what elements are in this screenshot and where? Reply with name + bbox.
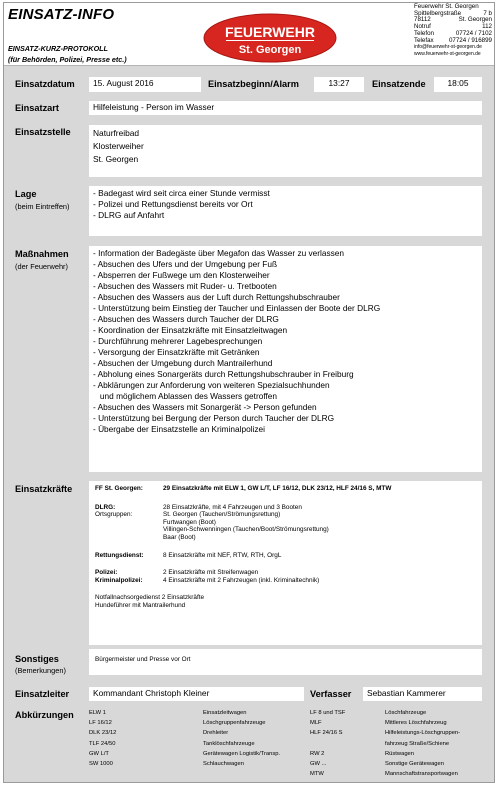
massnahme-line: und möglichem Ablassen des Wassers getroffen [93, 391, 278, 401]
abbr-code: LF 8 und TSF [310, 710, 346, 716]
abbr-code: ELW 1 [89, 710, 106, 716]
lage-line: - DLRG auf Anfahrt [93, 210, 165, 220]
massnahme-line: - Information der Badegäste über Megafon das Wasser zu verlassen [93, 248, 345, 258]
abbr-meaning: Sonstige Gerätewagen [385, 761, 444, 768]
abbr-meaning: Rüstwagen [385, 750, 415, 757]
kraefte-rd: 8 Einsatzkräfte mit NEF, RTW, RTH, OrgL [163, 551, 282, 559]
abbr-code: MTW [310, 771, 324, 778]
massnahme-line: - Unterstützung beim Einstieg der Taucher und Einlassen der Boote der DLRG [93, 303, 381, 313]
massnahme-line: - Abklärungen zur Anforderung von weiteren Spezialsuchhunden [93, 380, 330, 390]
logo-text-feuerwehr: FEUERWEHR [225, 24, 315, 40]
kraefte-ff: 29 Einsatzkräfte mit ELW 1, GW L/T, LF 16/12, DLK 23/12, HLF 24/16 S, MTW [163, 485, 392, 492]
massnahme-line: - Absuchen des Wassers durch Taucher der DLRG [93, 314, 279, 324]
abbr-meaning: Hilfeleistungs-Löschgruppen- [385, 730, 461, 737]
abbr-meaning: Schlauchwagen [203, 761, 244, 768]
abbr-meaning: Gerätewagen Logistik/Transp. [203, 750, 281, 757]
stelle-line: Naturfreibad [93, 128, 140, 138]
label-verfasser: Verfasser [310, 689, 352, 699]
massnahme-line: - Absuchen des Ufers und der Umgebung per Fuß [93, 259, 278, 269]
abbr-code: GW L/T [89, 750, 109, 757]
massnahme-line: - Absuchen der Umgebung durch Mantrailerhund [93, 358, 273, 368]
contact-telefon-label: Telefon [414, 29, 434, 37]
label-lage: Lage [15, 189, 37, 199]
logo-text-ort: St. Georgen [238, 44, 302, 56]
label-einsatzleiter: Einsatzleiter [15, 689, 70, 699]
abbr-code: TLF 24/50 [89, 740, 116, 747]
field-einsatzbeginn: 13:27 [314, 77, 364, 92]
document-subtitle: EINSATZ-KURZ-PROTOKOLL [8, 44, 108, 53]
massnahme-line: - Abholung eines Sonargeräts durch Rettungshubschrauber in Freiburg [93, 369, 354, 379]
contact-web[interactable]: www.feuerwehr-st-georgen.de [414, 50, 481, 57]
contact-zip: 78112 [414, 16, 431, 24]
ortsgruppe-item: Baar (Boot) [163, 533, 196, 541]
kraefte-dlrg-label: DLRG: [95, 503, 116, 511]
field-verfasser: Sebastian Kammerer [363, 687, 482, 701]
label-lage-sub: (beim Eintreffen) [15, 202, 70, 211]
massnahme-line: - Unterstützung bei Bergung der Person durch Taucher der DLRG [93, 413, 335, 423]
abbr-code [310, 739, 345, 749]
abbr-meaning: Tanklöschfahrzeuge [203, 740, 255, 747]
abbr-col-meanings-1 [203, 708, 280, 769]
field-lage [89, 186, 482, 236]
kraefte-kripo: 4 Einsatzkräfte mit 2 Fahrzeugen (inkl. Kriminaltechnik) [163, 576, 320, 584]
sonstiges-text: Bürgermeister und Presse vor Ort [95, 656, 191, 663]
lage-line: - Polizei und Rettungsdienst bereits vor Ort [93, 199, 253, 209]
field-einsatzkraefte [89, 481, 482, 645]
kraefte-notfall: Notfallnachsorgedienst 2 Einsatzkräfte [95, 594, 205, 602]
contact-block [414, 4, 492, 58]
kraefte-hund: Hundeführer mit Mantrailerhund [95, 601, 186, 609]
abbr-col-codes-1 [89, 708, 116, 769]
abbr-meaning: Mannschaftstransportwagen [385, 771, 458, 778]
abbr-code: SW 1000 [89, 761, 113, 768]
kraefte-dlrg: 28 Einsatzkräfte, mit 4 Fahrzeugen und 3 Booten [163, 503, 302, 511]
label-massnahmen-sub: (der Feuerwehr) [15, 262, 68, 271]
field-einsatzdatum: 15. August 2016 [89, 77, 201, 92]
abbr-meaning: Mittleres Löschfahrzeug [385, 720, 447, 727]
contact-notruf-label: Notruf [414, 23, 431, 31]
field-einsatzstelle [89, 125, 482, 177]
massnahme-line: - Absperren der Fußwege um den Klosterweiher [93, 270, 270, 280]
massnahme-line: - Absuchen des Wassers mit Sonargerät -> Person gefunden [93, 402, 317, 412]
abbr-code: RW 2 [310, 750, 325, 757]
label-einsatzstelle: Einsatzstelle [15, 127, 71, 137]
label-einsatzdatum: Einsatzdatum [15, 79, 75, 89]
label-massnahmen: Maßnahmen [15, 249, 69, 259]
field-sonstiges [89, 649, 482, 675]
abbr-meaning: Einsatzleitwagen [203, 710, 247, 716]
abbr-code: LF 16/12 [89, 720, 112, 727]
field-einsatzleiter: Kommandant Christoph Kleiner [89, 687, 304, 701]
label-einsatzbeginn: Einsatzbeginn/Alarm [208, 79, 299, 89]
ortsgruppe-item: Furtwangen (Boot) [163, 518, 216, 526]
label-einsatzkraefte: Einsatzkräfte [15, 484, 73, 494]
massnahme-line: - Koordination der Einsatzkräfte mit Einsatzleitwagen [93, 325, 288, 335]
ortsgruppe-item: Villingen-Schwenningen (Tauchen/Boot/Strömungsrettung) [163, 526, 329, 534]
kraefte-polizei: 2 Einsatzkräfte mit Streifenwagen [163, 569, 259, 577]
protocol-page [3, 2, 495, 783]
massnahme-line: - Absuchen des Wassers mit Ruder- u. Tretbooten [93, 281, 277, 291]
field-einsatzende: 18:05 [434, 77, 482, 92]
label-einsatzende: Einsatzende [372, 79, 426, 89]
contact-street-no: 7 b [483, 9, 492, 17]
abbr-code: HLF 24/16 S [310, 730, 343, 737]
stelle-line: Klosterweiher [93, 141, 144, 151]
feuerwehr-logo [202, 12, 338, 64]
stelle-line: St. Georgen [93, 154, 139, 164]
kraefte-polizei-label: Polizei: [95, 569, 118, 577]
document-audience: (für Behörden, Polizei, Presse etc.) [8, 55, 127, 64]
header [4, 3, 494, 66]
massnahme-line: - Versorgung der Einsatzkräfte mit Getränken [93, 347, 260, 357]
contact-fax-label: Telefax [414, 36, 434, 44]
abbr-meaning: Löschfahrzeuge [385, 710, 427, 716]
abbr-code: DLK 23/12 [89, 730, 117, 737]
label-sonstiges: Sonstiges [15, 654, 59, 664]
abbr-meaning: fahrzeug Straße/Schiene [385, 740, 450, 747]
abbr-meaning: Drehleiter [203, 730, 229, 737]
massnahme-line: - Absuchen des Wassers aus der Luft durch Rettungshubschrauber [93, 292, 340, 302]
contact-notruf: 112 [482, 23, 492, 31]
contact-street: Spittelbergstraße [414, 9, 462, 17]
field-einsatzart: Hilfeleistung - Person im Wasser [89, 101, 482, 115]
kraefte-rd-label: Rettungsdienst: [95, 551, 144, 559]
field-massnahmen [89, 246, 482, 472]
label-abkuerzungen: Abkürzungen [15, 710, 74, 720]
kraefte-ortsgruppen-label: Ortsgruppen: [95, 511, 133, 519]
abbr-meaning: Löschgruppenfahrzeuge [203, 720, 266, 727]
contact-org: Feuerwehr St. Georgen [414, 3, 479, 10]
abbr-col-codes-2 [310, 708, 345, 779]
label-einsatzart: Einsatzart [15, 103, 59, 113]
contact-city: St. Georgen [458, 16, 492, 24]
label-sonstiges-sub: (Bemerkungen) [15, 666, 66, 675]
massnahme-line: - Übergabe der Einsatzstelle an Kriminalpolizei [93, 424, 266, 434]
abbr-code: MLF [310, 720, 322, 727]
ortsgruppe-item: St. Georgen (Tauchen/Strömungsrettung) [163, 511, 281, 519]
abbr-col-meanings-2 [385, 708, 460, 779]
abbr-code: GW ... [310, 761, 327, 768]
contact-fax: 07724 / 916899 [448, 36, 492, 44]
contact-telefon: 07724 / 7102 [455, 29, 492, 37]
massnahme-line: - Durchführung mehrerer Lagebesprechungen [93, 336, 263, 346]
contact-email[interactable]: info@feuerwehr-st-georgen.de [414, 44, 482, 51]
document-title: EINSATZ-INFO [8, 6, 115, 23]
kraefte-ff-label: FF St. Georgen: [95, 485, 143, 492]
lage-line: - Badegast wird seit circa einer Stunde vermisst [93, 188, 270, 198]
kraefte-kripo-label: Kriminalpolizei: [95, 576, 143, 584]
